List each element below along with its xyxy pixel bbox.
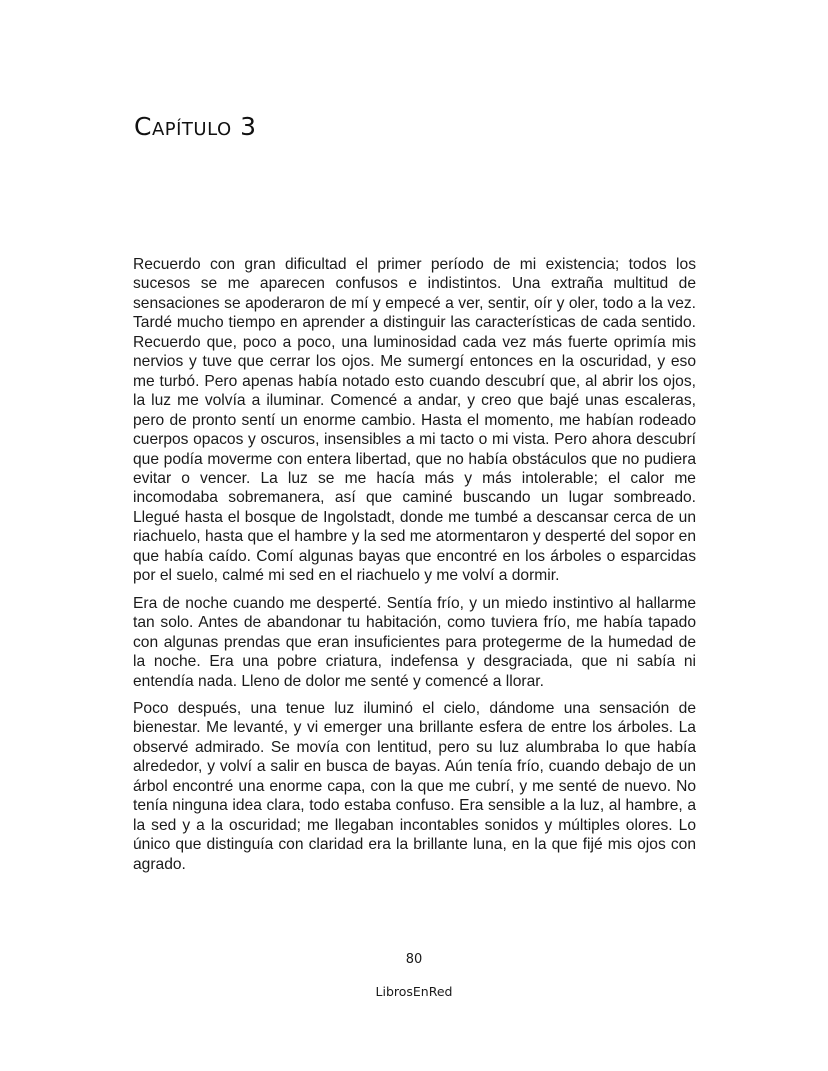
page-number: 80 xyxy=(405,952,423,967)
paragraph: Recuerdo con gran dificultad el primer período de mi existencia; todos los sucesos se me aparecen confusos e indistintos. Una extraña multitud de sensaciones se apoderaron de mí y empecé a ver, sentir, oír y oler, todo a la vez. Tardé mucho tiempo en aprender a distinguir las características de cada sentido. Recuerdo que, poco a poco, una luminosidad cada vez más fuerte oprimía mis nervios y tuve que cerrar los ojos. Me sumergí entonces en la oscuridad, y eso me turbó. Pero apenas había notado esto cuando descubrí que, al abrir los ojos, la luz me volvía a iluminar. Comencé a andar, y creo que bajé unas escaleras, pero de pronto sentí un enorme cambio. Hasta el momento, me habían rodeado cuerpos opacos y oscuros, insensibles a mi tacto o mi vista. Pero ahora descubrí que podía moverme con entera libertad, que no había obstáculos que no pudiera evitar o vencer. La luz se me hacía más y más intolerable; el calor me incomodaba sobremanera, así que caminé buscando un lugar sombreado. Llegué hasta el bosque de Ingolstadt, donde me tumbé a descansar cerca de un riachuelo, hasta que el hambre y la sed me atormentaron y desperté del sopor en que había caído. Comí algunas bayas que encontré en los árboles o esparcidas por el suelo, calmé mi sed en el riachuelo y me volví a dormir. xyxy=(133,256,696,585)
chapter-title: Capítulo 3 xyxy=(134,112,257,141)
publisher-footer: LibrosEnRed xyxy=(375,984,453,999)
paragraph: Era de noche cuando me desperté. Sentía frío, y un miedo instintivo al hallarme tan solo. Antes de abandonar tu habitación, como tuviera frío, me había tapado con algunas prendas que eran insuficientes para protegerme de la humedad de la noche. Era una pobre criatura, indefensa y desgraciada, que ni sabía ni entendía nada. Lleno de dolor me senté y comencé a llorar. xyxy=(133,594,696,690)
chapter-body xyxy=(133,255,696,882)
paragraph: Poco después, una tenue luz iluminó el cielo, dándome una sensación de bienestar. Me levanté, y vi emerger una brillante esfera de entre los árboles. La observé admirado. Se movía con lentitud, pero su luz alumbraba lo que había alrededor, y volví a salir en busca de bayas. Aún tenía frío, cuando debajo de un árbol encontré una enorme capa, con la que me cubrí, y me senté de nuevo. No tenía ninguna idea clara, todo estaba confuso. Era sensible a la luz, al hambre, a la sed y a la oscuridad; me llegaban incontables sonidos y múltiples olores. Lo único que distinguía con claridad era la brillante luna, en la que fijé mis ojos con agrado. xyxy=(133,699,696,873)
